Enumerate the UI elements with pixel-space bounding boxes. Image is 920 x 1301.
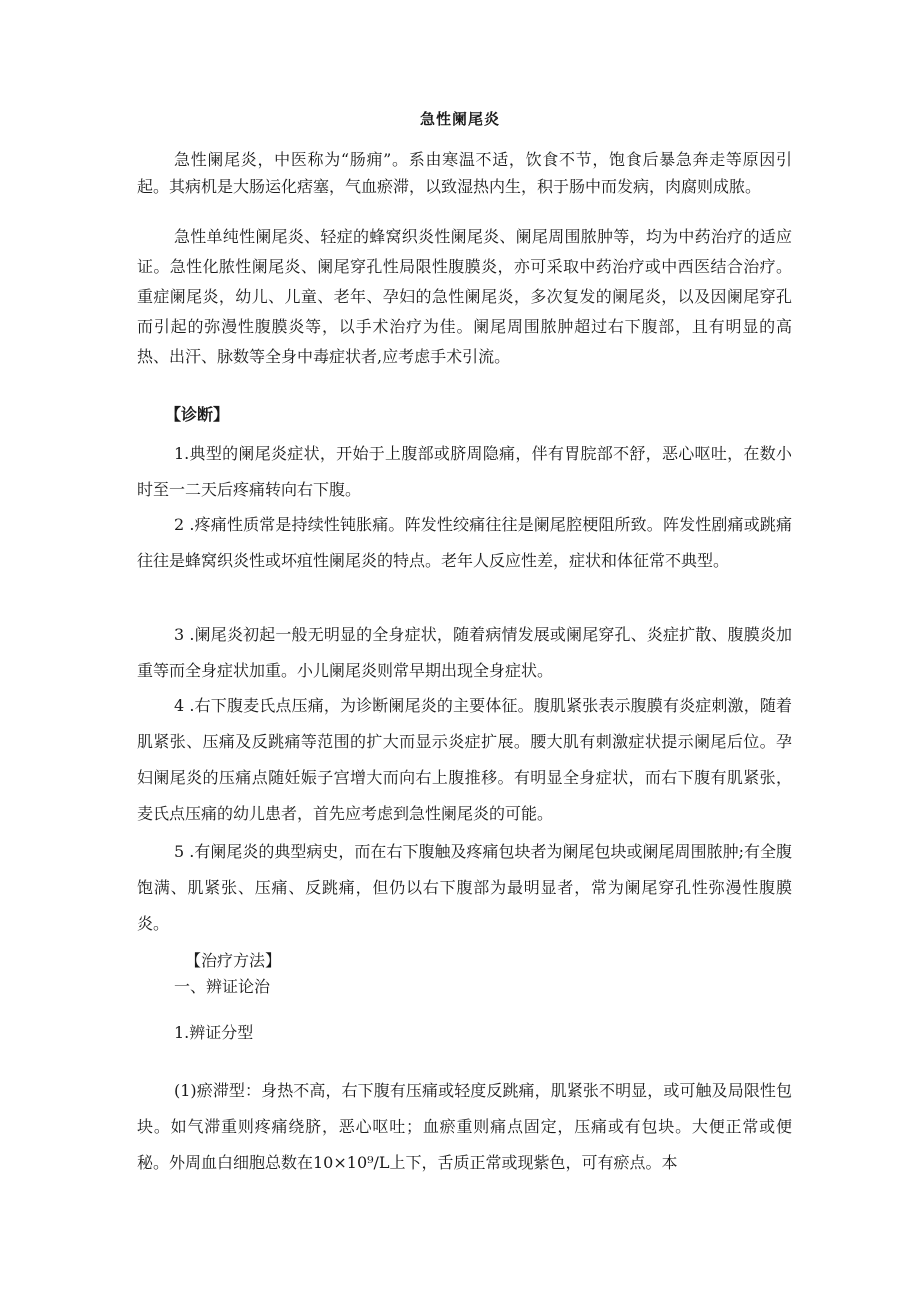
- section-one-heading: 一、辨证论治: [174, 977, 271, 996]
- intro-paragraph-2: 急性单纯性阑尾炎、轻症的蜂窝织炎性阑尾炎、阑尾周围脓肿等，均为中药治疗的适应证。急性化脓性阑尾炎、阑尾穿孔性局限性腹膜炎，亦可采取中药治疗或中西医结合治疗。重症阑尾炎，幼儿、儿童、老年、孕妇的急性阑尾炎，多次复发的阑尾炎，以及因阑尾穿孔而引起的弥漫性腹膜炎等，以手术治疗为佳。阑尾周围脓肿超过右下腹部，且有明显的高热、出汗、脉数等全身中毒症状者,应考虑手术引流。: [137, 227, 792, 366]
- intro-paragraph-1: 急性阑尾炎，中医称为“肠痈”。系由寒温不适，饮食不节，饱食后暴急奔走等原因引起。其病机是大肠运化痞塞，气血瘀滞，以致湿热内生，积于肠中而发病，肉腐则成脓。: [137, 150, 792, 196]
- diagnosis-item-3: 3 .阑尾炎初起一般无明显的全身症状，随着病情发展或阑尾穿孔、炎症扩散、腹膜炎加重等而全身症状加重。小儿阑尾炎则常早期出现全身症状。: [137, 625, 792, 680]
- diagnosis-item-2: 2 .疼痛性质常是持续性钝胀痛。阵发性绞痛往往是阑尾腔梗阻所致。阵发性剧痛或跳痛往往是蜂窝织炎性或坏疽性阑尾炎的特点。老年人反应性差，症状和体征常不典型。: [137, 515, 792, 570]
- stasis-type-paragraph: (1)瘀滞型：身热不高，右下腹有压痛或轻度反跳痛，肌紧张不明显，或可触及局限性包块。如气滞重则疼痛绕脐，恶心呕吐；血瘀重则痛点固定，压痛或有包块。大便正常或便秘。外周血白细胞总数在10×10⁹/L上下，舌质正常或现紫色，可有瘀点。本: [137, 1081, 792, 1172]
- page-title: 急性阑尾炎: [419, 110, 500, 128]
- diagnosis-item-4: 4 .右下腹麦氏点压痛，为诊断阑尾炎的主要体征。腹肌紧张表示腹膜有炎症刺激，随着肌紧张、压痛及反跳痛等范围的扩大而显示炎症扩展。腰大肌有刺激症状提示阑尾后位。孕妇阑尾炎的压痛点随妊娠子宫增大而向右上腹推移。有明显全身症状，而右下腹有肌紧张，麦氏点压痛的幼儿患者，首先应考虑到急性阑尾炎的可能。: [137, 696, 792, 823]
- diagnosis-item-5: 5 .有阑尾炎的典型病史，而在右下腹触及疼痛包块者为阑尾包块或阑尾周围脓肿;有全腹饱满、肌紧张、压痛、反跳痛，但仍以右下腹部为最明显者，常为阑尾穿孔性弥漫性腹膜炎。: [137, 842, 792, 933]
- diagnosis-heading: 【诊断】: [165, 405, 230, 424]
- subsection-one-heading: 1.辨证分型: [174, 1023, 254, 1042]
- diagnosis-item-1: 1.典型的阑尾炎症状，开始于上腹部或脐周隐痛，伴有胃脘部不舒，恶心呕吐，在数小时至一二天后疼痛转向右下腹。: [137, 444, 792, 499]
- treatment-heading: 【治疗方法】: [185, 951, 282, 970]
